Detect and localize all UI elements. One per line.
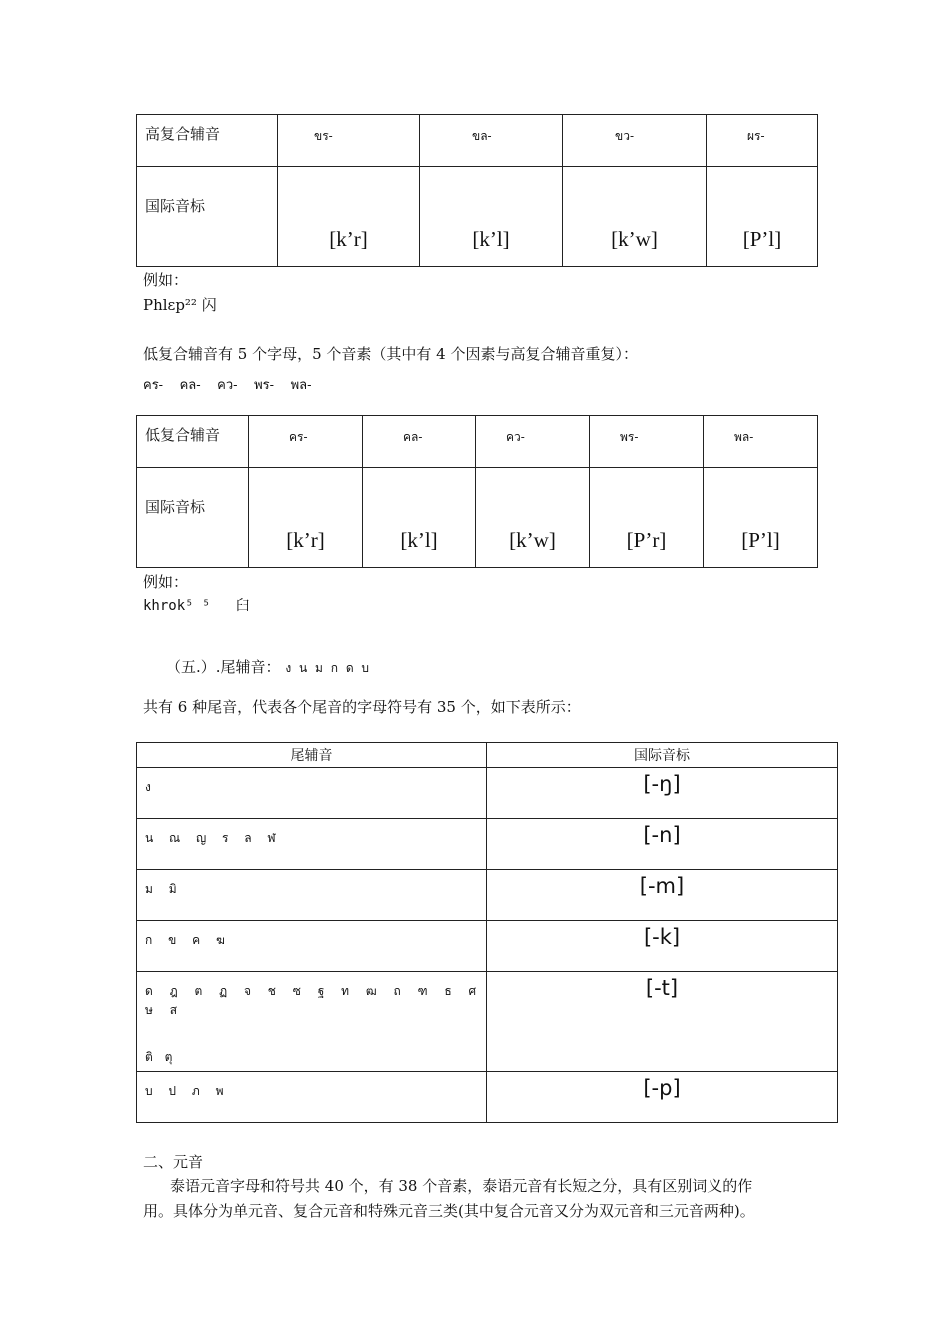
table-row	[137, 921, 838, 972]
final-letters: ก ข ค ฆ	[137, 921, 487, 972]
section-title-thai: ง น ม ก ด บ	[285, 661, 372, 675]
low-compound-list: คร- คล- คว- พร- พล-	[143, 378, 312, 393]
thai-letter-cell: ขล-	[420, 115, 563, 167]
ipa-cell: [k’r]	[249, 468, 363, 568]
ipa-cell: [P’r]	[590, 468, 704, 568]
thai-letter-cell: ผร-	[707, 115, 818, 167]
low-compound-consonant-table	[136, 415, 818, 568]
ipa-cell: [k’w]	[476, 468, 590, 568]
final-letters: ด ฎ ต ฏ จ ช ซ ฐ ท ฒ ถ ฑ ธ ศ ษ ส	[145, 984, 479, 1017]
ipa-cell: [P’l]	[704, 468, 818, 568]
thai-letter-cell: ขว-	[563, 115, 707, 167]
final-letters: บ ป ภ พ	[137, 1072, 487, 1123]
section-description: 共有 6 种尾音，代表各个尾音的字母符号有 35 个，如下表所示：	[143, 698, 581, 716]
ipa-label-cell: 国际音标	[137, 468, 249, 568]
final-letters-cell	[137, 972, 487, 1072]
ipa-cell: [-p]	[487, 1072, 838, 1123]
thai-letter-cell: ขร-	[278, 115, 420, 167]
table-row	[137, 870, 838, 921]
ipa-cell: [k’r]	[278, 167, 420, 267]
example-word: Phlɛp²² 闪	[143, 296, 217, 314]
vowel-heading: 二、元音	[143, 1153, 204, 1171]
section-title	[166, 657, 371, 678]
vowel-paragraph: 泰语元音字母和符号共 40 个，有 38 个音素，泰语元音有长短之分，具有区别词义的作	[170, 1177, 753, 1195]
final-letters: ง	[137, 768, 487, 819]
ipa-label-cell: 国际音标	[137, 167, 278, 267]
example-label: 例如：	[143, 271, 189, 289]
ipa-cell: [k’w]	[563, 167, 707, 267]
vowel-paragraph: 用。具体分为单元音、复合元音和特殊元音三类(其中复合元音又分为双元音和三元音两种)。	[143, 1202, 755, 1220]
ipa-cell: [-m]	[487, 870, 838, 921]
thai-letter-cell: คว-	[476, 416, 590, 468]
final-letters-line2: ติ ตุ	[145, 1050, 177, 1064]
thai-letter-cell: คล-	[363, 416, 476, 468]
table-row	[137, 972, 838, 1072]
section-title-text: （五.）.尾辅音：	[166, 658, 281, 676]
ipa-cell: [-k]	[487, 921, 838, 972]
example-label: 例如：	[143, 573, 189, 591]
low-compound-intro: 低复合辅音有 5 个字母，5 个音素（其中有 4 个因素与高复合辅音重复）：	[143, 345, 638, 363]
ipa-cell: [-n]	[487, 819, 838, 870]
table-row	[137, 1072, 838, 1123]
ipa-cell: [-t]	[487, 972, 838, 1072]
table-header-cell: 高复合辅音	[137, 115, 278, 167]
ipa-cell: [P’l]	[707, 167, 818, 267]
final-letters: ม มิ	[137, 870, 487, 921]
final-consonant-table	[136, 742, 838, 1123]
column-header: 尾辅音	[137, 743, 487, 768]
table-row	[137, 819, 838, 870]
final-letters: น ณ ญ ร ล ฬ	[137, 819, 487, 870]
thai-letter-cell: พล-	[704, 416, 818, 468]
example-word: khrok⁵ ⁵ 臼	[143, 598, 250, 614]
high-compound-consonant-table	[136, 114, 818, 267]
table-row	[137, 768, 838, 819]
table-header-cell: 低复合辅音	[137, 416, 249, 468]
ipa-cell: [k’l]	[363, 468, 476, 568]
thai-letter-cell: พร-	[590, 416, 704, 468]
column-header: 国际音标	[487, 743, 838, 768]
ipa-cell: [k’l]	[420, 167, 563, 267]
thai-letter-cell: คร-	[249, 416, 363, 468]
ipa-cell: [-ŋ]	[487, 768, 838, 819]
